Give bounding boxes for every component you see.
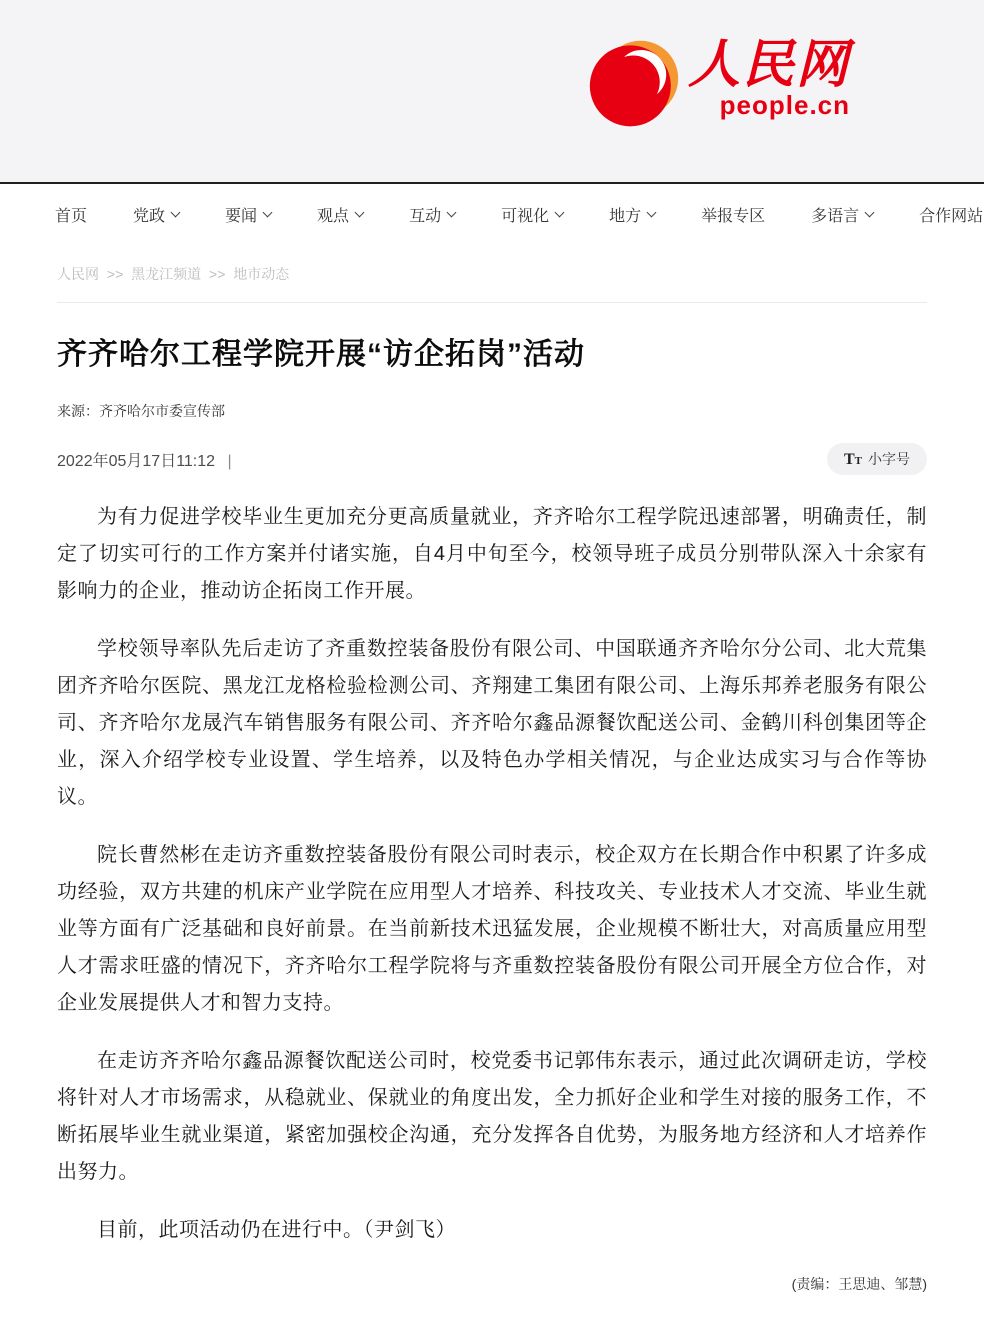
font-size-icon: T [843, 451, 855, 468]
nav-item-top-news[interactable] [225, 203, 271, 226]
chevron-down-icon [647, 207, 657, 217]
site-header [0, 0, 984, 184]
people-cn-logo[interactable] [588, 38, 850, 130]
nav-item-home[interactable]: 首页 [55, 207, 88, 225]
main-nav [0, 184, 984, 244]
nav-item-label: 互动 [409, 207, 442, 225]
editor-note: (责编：王思迪、邹慧) [791, 1276, 927, 1292]
nav-item-party-gov[interactable] [133, 203, 179, 226]
logo-cn-text: 人民网 [688, 37, 851, 94]
nav-item-label: 观点 [317, 207, 350, 225]
chevron-down-icon [355, 207, 365, 217]
nav-item-visualization[interactable] [501, 203, 563, 226]
article-paragraph: 学校领导率队先后走访了齐重数控装备股份有限公司、中国联通齐齐哈尔分公司、北大荒集团齐齐哈尔医院、黑龙江龙格检验检测公司、齐翔建工集团有限公司、上海乐邦养老服务有限公司、齐齐哈尔龙晟汽车销售服务有限公司、齐齐哈尔鑫品源餐饮配送公司、金鹤川科创集团等企业，深入介绍学校专业设置、学生培养，以及特色办学相关情况，与企业达成实习与合作等协议。 [57, 638, 927, 808]
nav-item-label: 地方 [609, 207, 642, 225]
breadcrumb-separator: >> [106, 266, 124, 282]
logo-en-text: people.cn [719, 90, 851, 120]
nav-item-label: 党政 [133, 207, 166, 225]
breadcrumb-separator: >> [209, 266, 226, 282]
font-size-label: 小字号 [868, 451, 910, 467]
breadcrumb-item-heilongjiang-channel[interactable]: 黑龙江频道 [131, 266, 202, 282]
nav-item-label: 合作网站 [919, 207, 984, 225]
nav-item-partner-sites[interactable] [919, 203, 984, 226]
nav-item-opinions[interactable] [317, 203, 363, 226]
article-body [57, 499, 927, 1249]
article-paragraph: 院长曹然彬在走访齐重数控装备股份有限公司时表示，校企双方在长期合作中积累了许多成功经验，双方共建的机床产业学院在应用型人才培养、科技攻关、专业技术人才交流、毕业生就业等方面有广泛基础和良好前景。在当前新技术迅猛发展，企业规模不断壮大，对高质量应用型人才需求旺盛的情况下，齐齐哈尔工程学院将与齐重数控装备股份有限公司开展全方位合作，对企业发展提供人才和智力支持。 [57, 844, 927, 1014]
people-cn-globe-icon [588, 38, 680, 130]
article-meta-row [57, 443, 927, 475]
nav-item-report-zone[interactable]: 举报专区 [701, 207, 766, 225]
chevron-down-icon [447, 207, 457, 217]
font-size-control[interactable] [827, 443, 927, 475]
chevron-down-icon [865, 207, 875, 217]
chevron-down-icon [263, 207, 273, 217]
article-title: 齐齐哈尔工程学院开展“访企拓岗”活动 [57, 338, 585, 371]
breadcrumb-item-people[interactable]: 人民网 [57, 266, 99, 282]
article-date-text: 2022年05月17日11:12 [57, 452, 216, 470]
nav-item-local[interactable] [609, 203, 655, 226]
logo-text [688, 38, 850, 121]
nav-item-label: 多语言 [811, 207, 860, 225]
breadcrumb-item-city-news[interactable]: 地市动态 [233, 266, 290, 282]
article-paragraph: 为有力促进学校毕业生更加充分更高质量就业，齐齐哈尔工程学院迅速部署，明确责任，制定了切实可行的工作方案并付诸实施，自4月中旬至今，校领导班子成员分别带队深入十余家有影响力的企业，推动访企拓岗工作开展。 [57, 506, 927, 602]
main-content [0, 244, 984, 1320]
article-paragraph: 在走访齐齐哈尔鑫品源餐饮配送公司时，校党委书记郭伟东表示，通过此次调研走访，学校将针对人才市场需求，从稳就业、保就业的角度出发，全力抓好企业和学生对接的服务工作，不断拓展毕业生就业渠道，紧密加强校企沟通，充分发挥各自优势，为服务地方经济和人才培养作出努力。 [57, 1050, 927, 1183]
article-source: 来源：齐齐哈尔市委宣传部 [57, 403, 225, 419]
article-paragraph: 目前，此项活动仍在进行中。（尹剑飞） [97, 1219, 456, 1241]
article-date [57, 448, 232, 471]
nav-item-label: 要闻 [225, 207, 258, 225]
breadcrumb [57, 244, 927, 302]
nav-item-label: 可视化 [501, 207, 550, 225]
nav-item-interaction[interactable] [409, 203, 455, 226]
chevron-down-icon [171, 207, 181, 217]
nav-item-multilingual[interactable] [811, 203, 873, 226]
article-date-separator: | [227, 452, 232, 470]
font-size-icon-small: T [854, 455, 862, 467]
chevron-down-icon [555, 207, 565, 217]
breadcrumb-divider [57, 302, 927, 303]
